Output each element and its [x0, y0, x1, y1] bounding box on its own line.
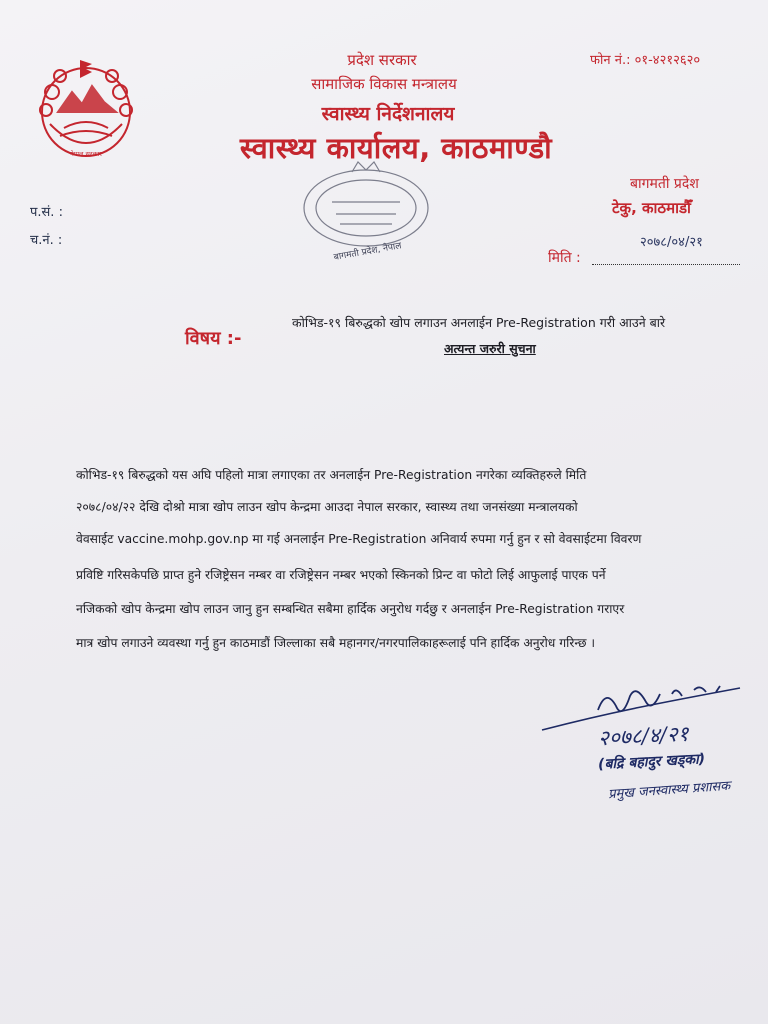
date-value: २०७८/०४/२१ [640, 235, 703, 250]
letterhead-government: प्रदेश सरकार [347, 51, 417, 69]
emblem-caption: नेपाल सरकार [70, 150, 102, 158]
signatory-name: (बद्रि बहादुर खड्का) [597, 751, 706, 773]
body-line: २०७८/०४/२२ देखि दोश्रो मात्रा खोप लाउन खोप केन्द्रमा आउदा नेपाल सरकार, स्वास्थ्य तथा जनसंख्या मन्त्रालयको [76, 500, 578, 514]
cn-label: च.नं. : [30, 233, 63, 248]
letterhead-office-title: स्वास्थ्य कार्यालय, काठमाण्डौ [239, 131, 553, 165]
signature-date: २०७८/४/२१ [597, 721, 690, 751]
ps-label: प.सं. : [30, 205, 63, 220]
office-stamp-icon [292, 158, 442, 270]
province-name: बागमती प्रदेश [630, 176, 699, 192]
subject-text: कोभिड-१९ बिरुद्धको खोप लगाउन अनलाईन Pre-Registration गरी आउने बारे [292, 315, 666, 330]
office-address: टेकु, काठमाडौँ [612, 199, 691, 217]
body-line: नजिकको खोप केन्द्रमा खोप लाउन जानु हुन सम्बन्धित सबैमा हार्दिक अनुरोध गर्दछु र अनलाईन Pre-Registration गराएर [76, 602, 625, 616]
phone-number: फोन नं.: ०१-४२१२६२० [590, 53, 701, 68]
signatory-designation: प्रमुख जनस्वास्थ्य प्रशासक [607, 778, 731, 803]
letterhead-ministry: सामाजिक विकास मन्त्रालय [311, 75, 457, 93]
body-line: प्रविष्टि गरिसकेपछि प्राप्त हुने रजिष्ट्रेसन नम्बर वा रजिष्ट्रेसन नम्बर भएको स्किनको प्रिन्ट वा फोटो लिई आफुलाई पाएक पर्ने [76, 568, 606, 582]
subject-label: विषय :- [185, 328, 242, 349]
body-line: मात्र खोप लगाउने व्यवस्था गर्नु हुन काठमाडौं जिल्लाका सबै महानगर/नगरपालिकाहरूलाई पनि हार्दिक अनुरोध गरिन्छ । [76, 636, 596, 650]
stamp-text: बागमती प्रदेश, नेपाल [333, 241, 403, 263]
body-line: वेवसाईट vaccine.mohp.gov.np मा गई अनलाईन Pre-Registration अनिवार्य रुपमा गर्नु हुन र सो वेवसाईटमा विवरण [76, 532, 642, 546]
date-dotted-line [592, 250, 740, 265]
urgent-notice-title: अत्यन्त जरुरी सुचना [444, 341, 536, 356]
letterhead-directorate: स्वास्थ्य निर्देशनालय [321, 103, 455, 125]
body-line: कोभिड-१९ बिरुद्धको यस अघि पहिलो मात्रा लगाएका तर अनलाईन Pre-Registration नगरेका व्यक्तिहरुले मिति [76, 468, 587, 482]
date-label: मिति : [548, 250, 581, 266]
